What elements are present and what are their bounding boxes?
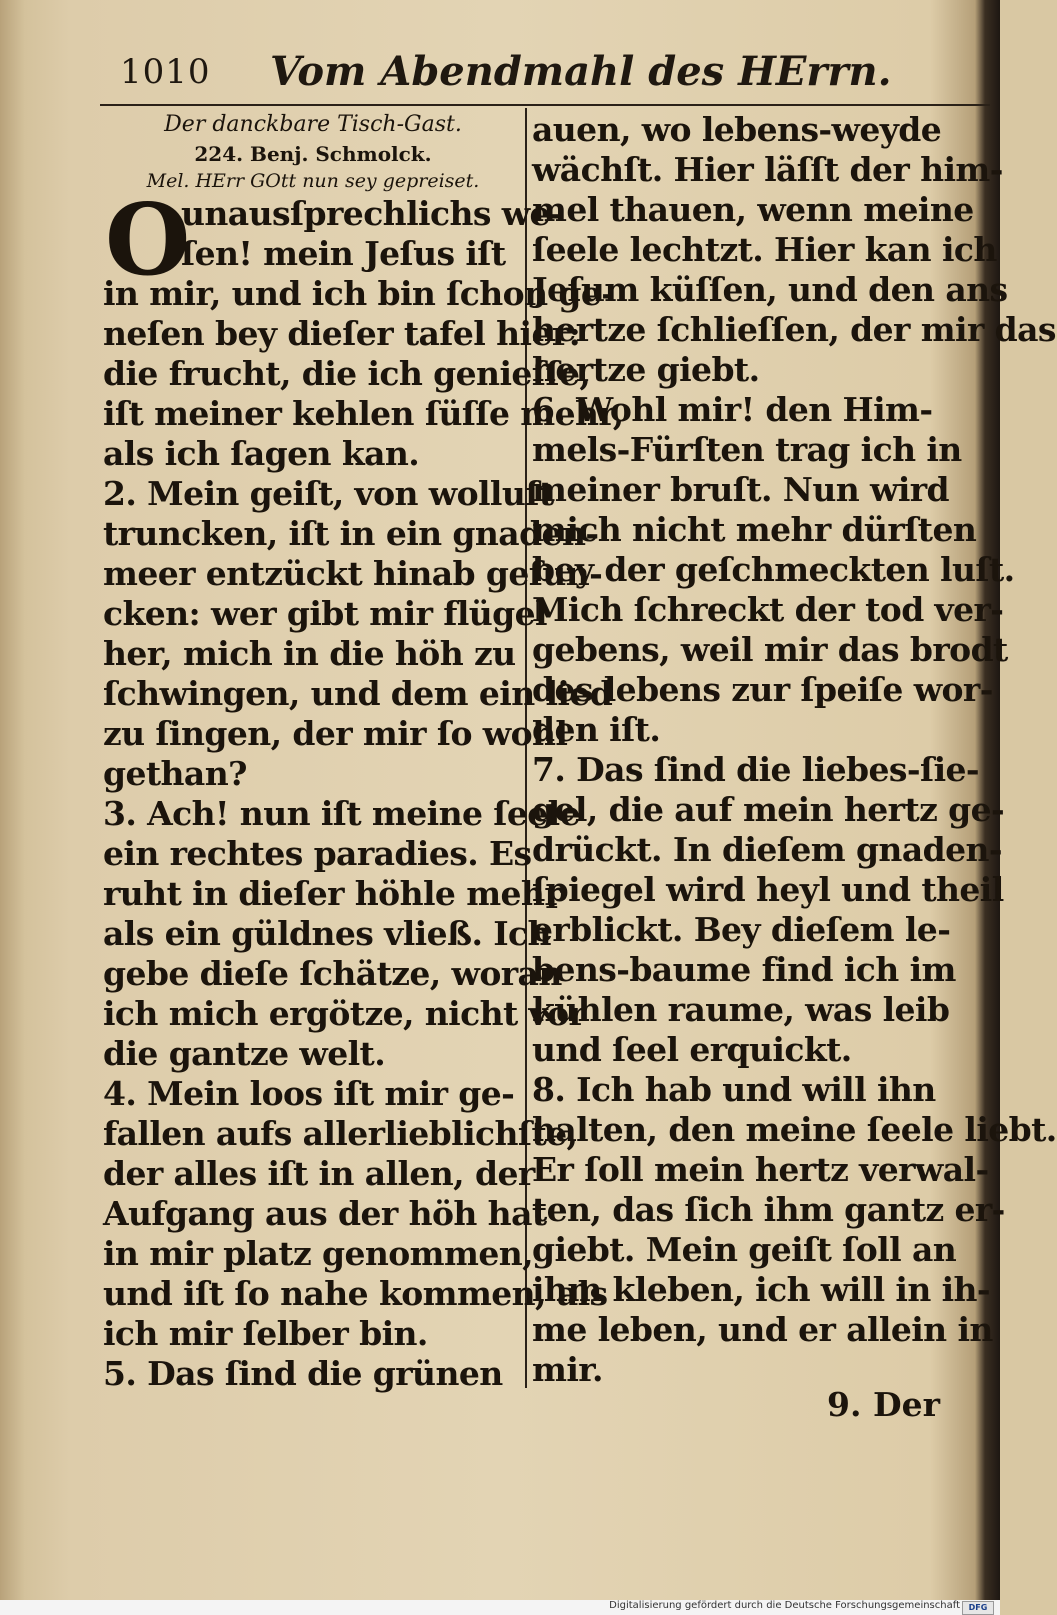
text-line: unausſprechlichs we- xyxy=(181,194,564,233)
text-line: den iſt. xyxy=(532,710,661,749)
catchword: 9. Der xyxy=(827,1385,940,1424)
hymn-title: Der danckbare Tisch-Gast. xyxy=(164,112,462,137)
text-line: hertze giebt. xyxy=(532,350,760,389)
text-line: truncken, iſt in ein gnaden- xyxy=(103,514,599,553)
text-line: des lebens zur ſpeiſe wor- xyxy=(532,670,993,709)
text-line: ſen! mein Jeſus iſt xyxy=(181,234,506,273)
text-line: 8. Ich hab und will ihn xyxy=(532,1070,936,1109)
text-line: Jeſum küſſen, und den ans xyxy=(532,270,1008,309)
text-line: her, mich in die höh zu xyxy=(103,634,516,673)
text-line: ſpiegel wird heyl und theil xyxy=(532,870,1004,909)
text-line: in mir, und ich bin ſchon ge- xyxy=(103,274,615,313)
text-line: Mich ſchreckt der tod ver- xyxy=(532,590,1004,629)
text-line: gebe dieſe ſchätze, woran xyxy=(103,954,562,993)
text-line: ruht in dieſer höhle mehr xyxy=(103,874,562,913)
book-page xyxy=(20,0,1057,1600)
running-head xyxy=(100,48,990,106)
text-line: kühlen raume, was leib xyxy=(532,990,950,1029)
text-line: hertze ſchlieſſen, der mir das xyxy=(532,310,1056,349)
text-line: bey der geſchmeckten luſt. xyxy=(532,550,1015,589)
text-line: 7. Das ſind die liebes-ſie- xyxy=(532,750,980,789)
text-line: 5. Das ſind die grünen xyxy=(103,1354,503,1393)
text-line: bens-baume find ich im xyxy=(532,950,956,989)
text-line: als ich ſagen kan. xyxy=(103,434,420,473)
hymn-melody: Mel. HErr GOtt nun sey gepreiset. xyxy=(146,170,480,192)
text-line: ich mir ſelber bin. xyxy=(103,1314,428,1353)
text-line: iſt meiner kehlen ſüſſe mehr, xyxy=(103,394,624,433)
right-column xyxy=(532,110,1057,1390)
text-line: mel thauen, wenn meine xyxy=(532,190,974,229)
text-line: ein rechtes paradies. Es xyxy=(103,834,532,873)
text-line: die frucht, die ich genieſſe, xyxy=(103,354,591,393)
text-line: ſchwingen, und dem ein lied xyxy=(103,674,613,713)
text-line: 4. Mein loos iſt mir ge- xyxy=(103,1074,515,1113)
page-number: 1010 xyxy=(120,52,211,92)
text-line: und iſt ſo nahe kommen, als xyxy=(103,1274,608,1313)
hymn-number-author: 224. Benj. Schmolck. xyxy=(194,142,432,166)
text-line: gethan? xyxy=(103,754,247,793)
footer-credit: Digitalisierung gefördert durch die Deutsche Forschungsgemeinschaft xyxy=(609,1600,960,1611)
text-line: gel, die auf mein hertz ge- xyxy=(532,790,1005,829)
text-line: meer entzückt hinab geſun- xyxy=(103,554,603,593)
text-line: in mir platz genommen, xyxy=(103,1234,533,1273)
text-line: ten, das ſich ihm gantz er- xyxy=(532,1190,1005,1229)
text-line: wächſt. Hier läſſt der him- xyxy=(532,150,1003,189)
text-line: als ein güldnes vließ. Ich xyxy=(103,914,551,953)
text-line: 3. Ach! nun iſt meine ſeele xyxy=(103,794,580,833)
text-line: der alles iſt in allen, der xyxy=(103,1154,535,1193)
text-line: auen, wo lebens-weyde xyxy=(532,110,942,149)
text-line: cken: wer gibt mir flügel xyxy=(103,594,547,633)
digitization-footer xyxy=(0,1600,1000,1615)
text-line: Aufgang aus der höh hat xyxy=(103,1194,547,1233)
text-line: ihm kleben, ich will in ih- xyxy=(532,1270,991,1309)
text-line: mir. xyxy=(532,1350,603,1389)
text-line: und ſeel erquickt. xyxy=(532,1030,852,1069)
drop-cap: O xyxy=(105,183,191,298)
text-line: ſeele lechtzt. Hier kan ich xyxy=(532,230,997,269)
text-line: zu ſingen, der mir ſo wohl xyxy=(103,714,568,753)
text-line: halten, den meine ſeele liebt. xyxy=(532,1110,1057,1149)
text-line: meiner bruſt. Nun wird xyxy=(532,470,950,509)
text-line: die gantze welt. xyxy=(103,1034,386,1073)
text-line: fallen aufs allerlieblichſte, xyxy=(103,1114,578,1153)
text-line: ich mich ergötze, nicht vor xyxy=(103,994,586,1033)
text-line: Er ſoll mein hertz verwal- xyxy=(532,1150,989,1189)
text-line: neſen bey dieſer tafel hier: xyxy=(103,314,581,353)
text-line: mels-Fürſten trag ich in xyxy=(532,430,962,469)
text-line: erblickt. Bey dieſem le- xyxy=(532,910,951,949)
text-line: mich nicht mehr dürſten xyxy=(532,510,977,549)
text-line: 2. Mein geiſt, von wolluſt xyxy=(103,474,554,513)
text-line: drückt. In dieſem gnaden- xyxy=(532,830,1002,869)
text-line: gebens, weil mir das brodt xyxy=(532,630,1008,669)
text-line: 6. Wohl mir! den Him- xyxy=(532,390,933,429)
text-line: me leben, und er allein in xyxy=(532,1310,993,1349)
text-line: giebt. Mein geiſt ſoll an xyxy=(532,1230,957,1269)
page-title: Vom Abendmahl des HErrn. xyxy=(270,48,892,95)
dfg-logo: DFG xyxy=(962,1601,994,1615)
